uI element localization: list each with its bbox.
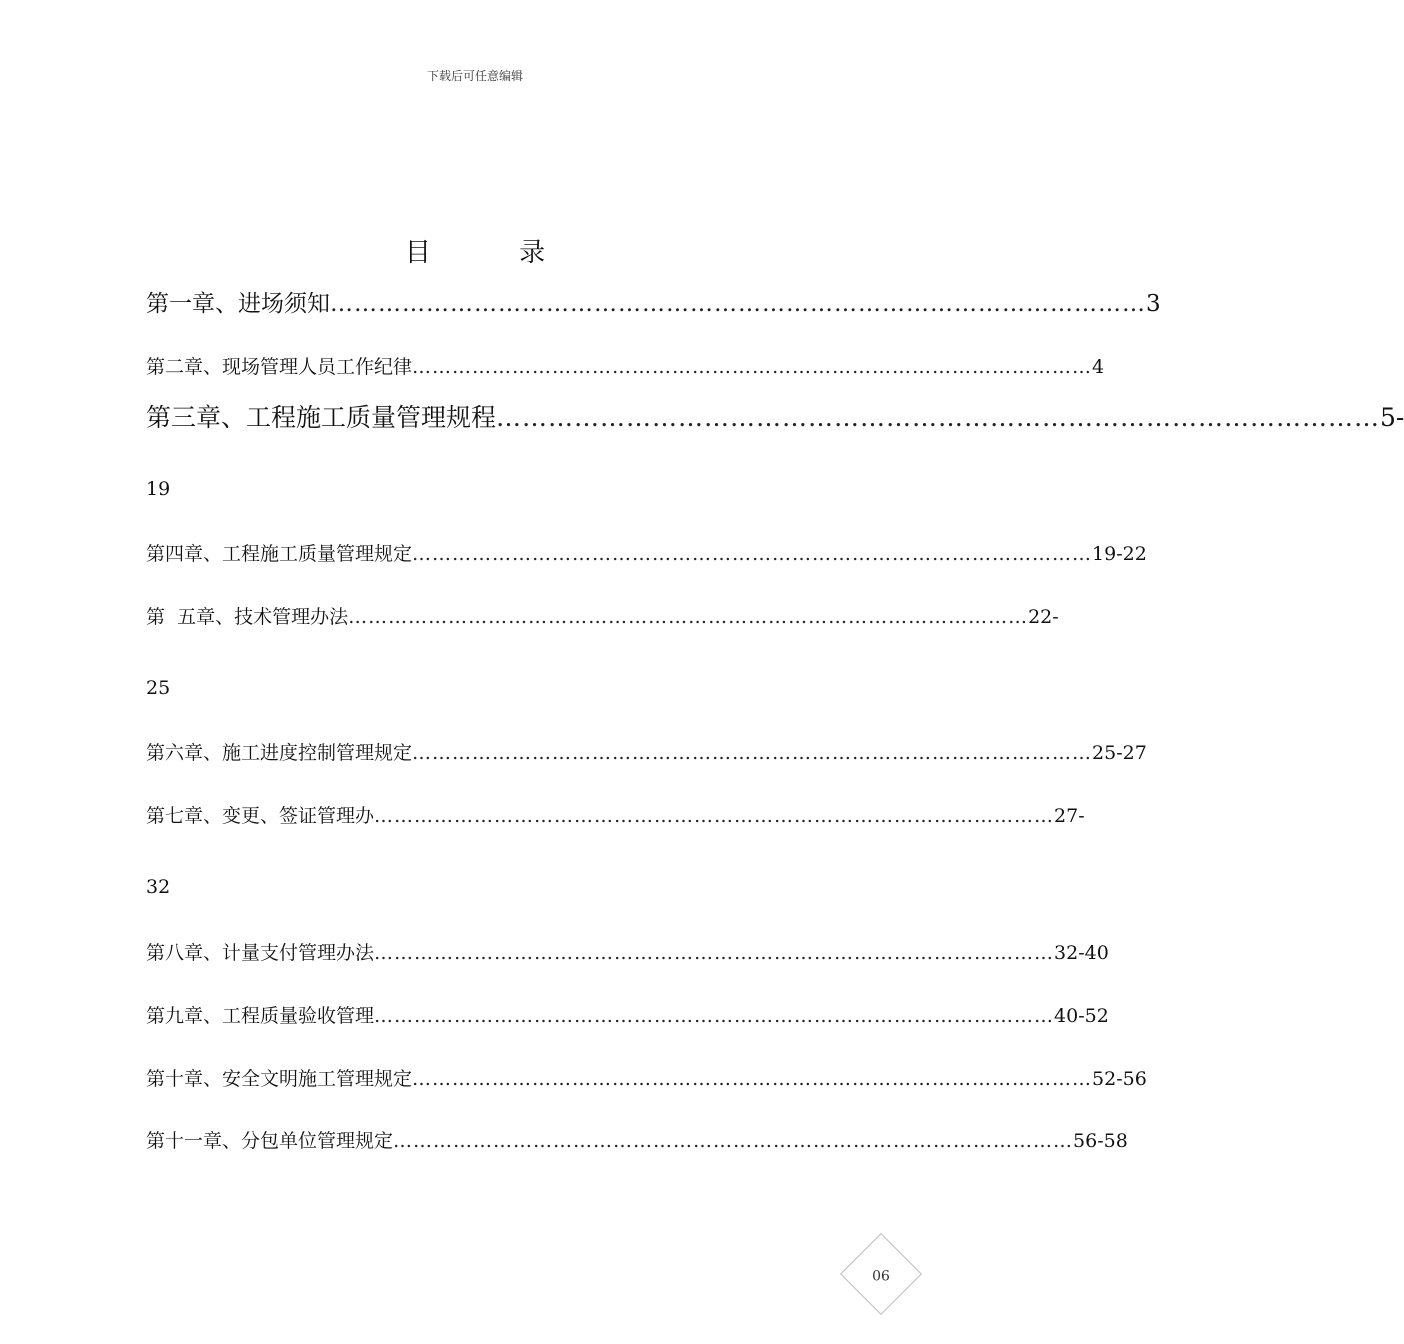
toc-entry[interactable] [146,602,1059,629]
toc-entry-page-continued: 25 [146,677,171,699]
toc-entry-page: 27- [1054,805,1085,827]
toc-leader: ………………………………………………………………………………………… [412,1068,1093,1090]
toc-entry[interactable] [146,1126,1128,1153]
toc-entry-label: 第七章、变更、签证管理办 [146,805,375,827]
page-number: 90 [872,1265,890,1282]
toc-entry-page: 5- [1380,403,1404,432]
toc-leader: ………………………………………………………………………………………… [374,1005,1055,1027]
toc-leader: ………………………………………………………………………………………… [412,543,1093,565]
toc-entry-page-continued: 32 [146,876,171,898]
toc-entry-page: 52-56 [1092,1068,1147,1090]
toc-entry[interactable] [146,1001,1109,1028]
toc-entry-label: 第二章、现场管理人员工作纪律 [146,356,413,378]
toc-leader: ………………………………………………………………………………………… [374,805,1055,827]
toc-entry-label: 第六章、施工进度控制管理规定 [146,742,413,764]
toc-leader: ………………………………………………………………………………………… [412,742,1093,764]
toc-leader: ………………………………………………………………………………………… [496,403,1381,432]
toc-entry-page: 4 [1092,356,1105,378]
toc-leader: ………………………………………………………………………………………… [412,356,1093,378]
toc-entry-page: 56-58 [1073,1130,1128,1152]
toc-leader: ………………………………………………………………………………………… [393,1130,1074,1152]
toc-leader: ………………………………………………………………………………………… [374,942,1055,964]
toc-entry-label: 第九章、工程质量验收管理 [146,1005,375,1027]
toc-entry-label: 第三章、工程施工质量管理规程 [146,403,497,432]
toc-entry[interactable] [146,938,1109,965]
toc-title: 目 录 [404,238,586,268]
toc-entry[interactable] [146,539,1147,566]
toc-entry-page: 19-22 [1092,543,1147,565]
toc-entry-label: 第十一章、分包单位管理规定 [146,1130,394,1152]
toc-entry-page: 32-40 [1054,942,1109,964]
toc-entry-page: 40-52 [1054,1005,1109,1027]
toc-entry[interactable] [146,801,1085,828]
toc-entry-label: 第 五章、技术管理办法 [146,606,349,628]
toc-entry[interactable] [146,285,1161,318]
toc-leader: ………………………………………………………………………………………… [348,606,1029,628]
toc-entry[interactable] [146,1064,1147,1091]
toc-entry-page: 25-27 [1092,742,1147,764]
toc-entry-page-continued: 19 [146,478,171,500]
toc-entry[interactable] [146,738,1147,765]
toc-entry-label: 第四章、工程施工质量管理规定 [146,543,413,565]
toc-entry-page: 3 [1146,291,1161,317]
toc-entry-label: 第八章、计量支付管理办法 [146,942,375,964]
header-note: 下载后可任意编辑 [426,69,523,83]
toc-leader: ………………………………………………………………………………………… [330,291,1146,317]
toc-entry-label: 第十章、安全文明施工管理规定 [146,1068,413,1090]
toc-entry-label: 第一章、进场须知 [146,291,330,317]
page-number-stamp [840,1233,922,1315]
toc-entry[interactable] [146,398,1404,434]
toc-entry[interactable] [146,352,1105,379]
toc-entry-page: 22- [1028,606,1059,628]
